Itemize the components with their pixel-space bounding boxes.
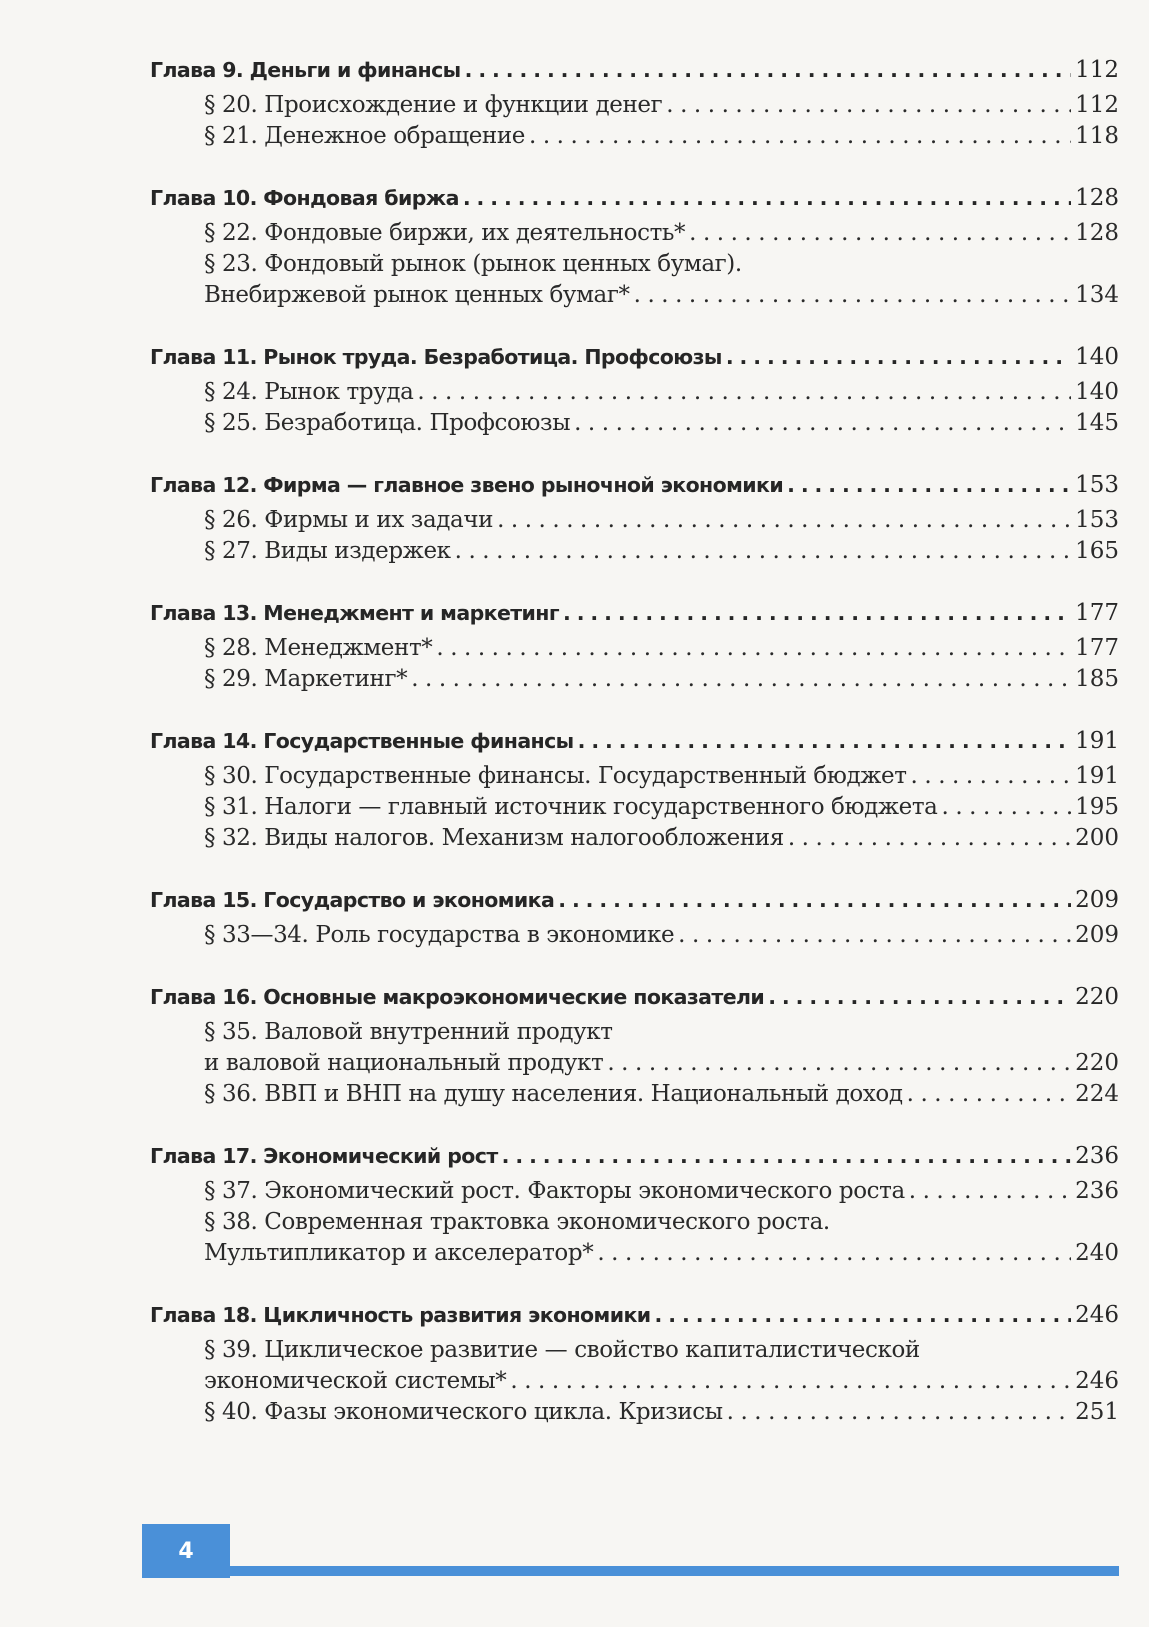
section-entry-continuation[interactable]	[150, 1366, 1119, 1397]
chapter-title: Глава 9. Деньги и финансы	[150, 58, 461, 82]
page-number-badge	[142, 1524, 230, 1578]
section-title: § 25. Безработица. Профсоюзы	[204, 410, 571, 436]
chapter-page: 220	[1075, 984, 1119, 1010]
chapter-page: 236	[1075, 1143, 1119, 1169]
section-page: 134	[1075, 282, 1119, 308]
section-entry-continuation[interactable]	[150, 1238, 1119, 1269]
section-page: 195	[1075, 794, 1119, 820]
leader-dots	[497, 505, 1071, 536]
leader-dots	[463, 178, 1071, 218]
chapter-heading[interactable]	[150, 593, 1119, 633]
section-title-continued: Внебиржевой рынок ценных бумаг*	[204, 282, 630, 308]
section-title: § 32. Виды налогов. Механизм налогообложения	[204, 825, 784, 851]
section-page: 185	[1075, 666, 1119, 692]
section-title: § 24. Рынок труда	[204, 379, 414, 405]
section-title: § 29. Маркетинг*	[204, 666, 408, 692]
section-page: 224	[1075, 1081, 1119, 1107]
section-entry[interactable]	[150, 505, 1119, 536]
section-page: 145	[1075, 410, 1119, 436]
section-entry[interactable]	[150, 1397, 1119, 1428]
chapter-heading[interactable]	[150, 337, 1119, 377]
leader-dots	[510, 1366, 1071, 1397]
section-entry[interactable]	[150, 664, 1119, 695]
chapter-page: 209	[1075, 887, 1119, 913]
section-title: § 39. Циклическое развитие — свойство капиталистической	[204, 1337, 920, 1363]
leader-dots	[455, 536, 1071, 567]
section-title: § 30. Государственные финансы. Государственный бюджет	[204, 763, 907, 789]
section-entry-first-line[interactable]	[150, 1017, 1119, 1048]
leader-dots	[768, 977, 1071, 1017]
chapter-9	[150, 50, 1119, 152]
leader-dots	[597, 1238, 1071, 1269]
chapter-title: Глава 14. Государственные финансы	[150, 729, 574, 753]
section-title: § 35. Валовой внутренний продукт	[204, 1019, 613, 1045]
chapter-page: 246	[1075, 1302, 1119, 1328]
chapter-page: 128	[1075, 185, 1119, 211]
leader-dots	[689, 218, 1071, 249]
leader-dots	[666, 90, 1071, 121]
section-entry[interactable]	[150, 377, 1119, 408]
chapter-heading[interactable]	[150, 465, 1119, 505]
section-entry[interactable]	[150, 633, 1119, 664]
chapter-12	[150, 465, 1119, 567]
chapter-11	[150, 337, 1119, 439]
section-page: 236	[1075, 1178, 1119, 1204]
leader-dots	[563, 593, 1071, 633]
chapter-13	[150, 593, 1119, 695]
chapter-18	[150, 1295, 1119, 1428]
chapter-heading[interactable]	[150, 50, 1119, 90]
chapter-heading[interactable]	[150, 977, 1119, 1017]
leader-dots	[574, 408, 1071, 439]
section-title: § 38. Современная трактовка экономического роста.	[204, 1209, 830, 1235]
section-page: 128	[1075, 220, 1119, 246]
leader-dots	[578, 721, 1071, 761]
chapter-heading[interactable]	[150, 1295, 1119, 1335]
section-page: 140	[1075, 379, 1119, 405]
leader-dots	[465, 50, 1071, 90]
chapter-title: Глава 12. Фирма — главное звено рыночной экономики	[150, 473, 784, 497]
leader-dots	[502, 1136, 1071, 1176]
section-title: § 31. Налоги — главный источник государственного бюджета	[204, 794, 938, 820]
section-title-continued: и валовой национальный продукт	[204, 1050, 604, 1076]
chapter-page: 177	[1075, 600, 1119, 626]
section-page: 246	[1075, 1368, 1119, 1394]
section-page: 165	[1075, 538, 1119, 564]
chapter-page: 140	[1075, 344, 1119, 370]
section-page: 251	[1075, 1399, 1119, 1425]
chapter-title: Глава 15. Государство и экономика	[150, 888, 555, 912]
section-title: § 40. Фазы экономического цикла. Кризисы	[204, 1399, 723, 1425]
table-of-contents	[150, 50, 1119, 1454]
chapter-page: 153	[1075, 472, 1119, 498]
section-entry-first-line[interactable]	[150, 249, 1119, 280]
section-entry[interactable]	[150, 218, 1119, 249]
leader-dots	[634, 280, 1071, 311]
leader-dots	[788, 823, 1071, 854]
section-title-continued: Мультипликатор и акселератор*	[204, 1240, 594, 1266]
section-title: § 20. Происхождение и функции денег	[204, 92, 663, 118]
section-entry[interactable]	[150, 536, 1119, 567]
section-page: 240	[1075, 1240, 1119, 1266]
section-entry[interactable]	[150, 121, 1119, 152]
chapter-14	[150, 721, 1119, 854]
leader-dots	[436, 633, 1071, 664]
section-title: § 22. Фондовые биржи, их деятельность*	[204, 220, 686, 246]
footer-rule	[230, 1566, 1119, 1576]
chapter-15	[150, 880, 1119, 951]
section-entry-continuation[interactable]	[150, 1048, 1119, 1079]
leader-dots	[558, 880, 1071, 920]
section-page: 200	[1075, 825, 1119, 851]
section-entry[interactable]	[150, 761, 1119, 792]
chapter-title: Глава 10. Фондовая биржа	[150, 186, 459, 210]
section-title: § 28. Менеджмент*	[204, 635, 433, 661]
leader-dots	[911, 761, 1072, 792]
leader-dots	[655, 1295, 1072, 1335]
chapter-heading[interactable]	[150, 178, 1119, 218]
section-title: § 26. Фирмы и их задачи	[204, 507, 494, 533]
chapter-page: 112	[1075, 57, 1119, 83]
leader-dots	[787, 465, 1071, 505]
section-page: 112	[1075, 92, 1119, 118]
section-page: 177	[1075, 635, 1119, 661]
chapter-title: Глава 13. Менеджмент и маркетинг	[150, 601, 559, 625]
section-entry-first-line[interactable]	[150, 1207, 1119, 1238]
leader-dots	[907, 1079, 1071, 1110]
leader-dots	[417, 377, 1071, 408]
section-title-continued: экономической системы*	[204, 1368, 507, 1394]
section-entry-continuation[interactable]	[150, 280, 1119, 311]
section-page: 118	[1075, 123, 1119, 149]
chapter-heading[interactable]	[150, 721, 1119, 761]
section-title: § 23. Фондовый рынок (рынок ценных бумаг).	[204, 251, 742, 277]
section-page: 220	[1075, 1050, 1119, 1076]
leader-dots	[529, 121, 1071, 152]
section-title: § 33—34. Роль государства в экономике	[204, 922, 675, 948]
section-title: § 21. Денежное обращение	[204, 123, 526, 149]
section-page: 191	[1075, 763, 1119, 789]
section-entry[interactable]	[150, 1079, 1119, 1110]
section-title: § 27. Виды издержек	[204, 538, 451, 564]
section-entry[interactable]	[150, 408, 1119, 439]
section-entry[interactable]	[150, 792, 1119, 823]
chapter-heading[interactable]	[150, 880, 1119, 920]
chapter-title: Глава 11. Рынок труда. Безработица. Профсоюзы	[150, 345, 722, 369]
chapter-16	[150, 977, 1119, 1110]
section-title: § 37. Экономический рост. Факторы экономического роста	[204, 1178, 905, 1204]
leader-dots	[726, 337, 1071, 377]
chapter-10	[150, 178, 1119, 311]
leader-dots	[607, 1048, 1071, 1079]
section-entry[interactable]	[150, 920, 1119, 951]
chapter-title: Глава 16. Основные макроэкономические показатели	[150, 985, 765, 1009]
leader-dots	[727, 1397, 1071, 1428]
section-entry[interactable]	[150, 823, 1119, 854]
section-page: 209	[1075, 922, 1119, 948]
page-number: 4	[178, 1538, 194, 1564]
chapter-title: Глава 17. Экономический рост	[150, 1144, 498, 1168]
section-entry[interactable]	[150, 90, 1119, 121]
leader-dots	[909, 1176, 1071, 1207]
leader-dots	[411, 664, 1071, 695]
leader-dots	[678, 920, 1071, 951]
chapter-heading[interactable]	[150, 1136, 1119, 1176]
chapter-title: Глава 18. Цикличность развития экономики	[150, 1303, 651, 1327]
chapter-17	[150, 1136, 1119, 1269]
section-entry[interactable]	[150, 1176, 1119, 1207]
section-title: § 36. ВВП и ВНП на душу населения. Национальный доход	[204, 1081, 903, 1107]
leader-dots	[942, 792, 1072, 823]
chapter-page: 191	[1075, 728, 1119, 754]
section-page: 153	[1075, 507, 1119, 533]
section-entry-first-line[interactable]	[150, 1335, 1119, 1366]
